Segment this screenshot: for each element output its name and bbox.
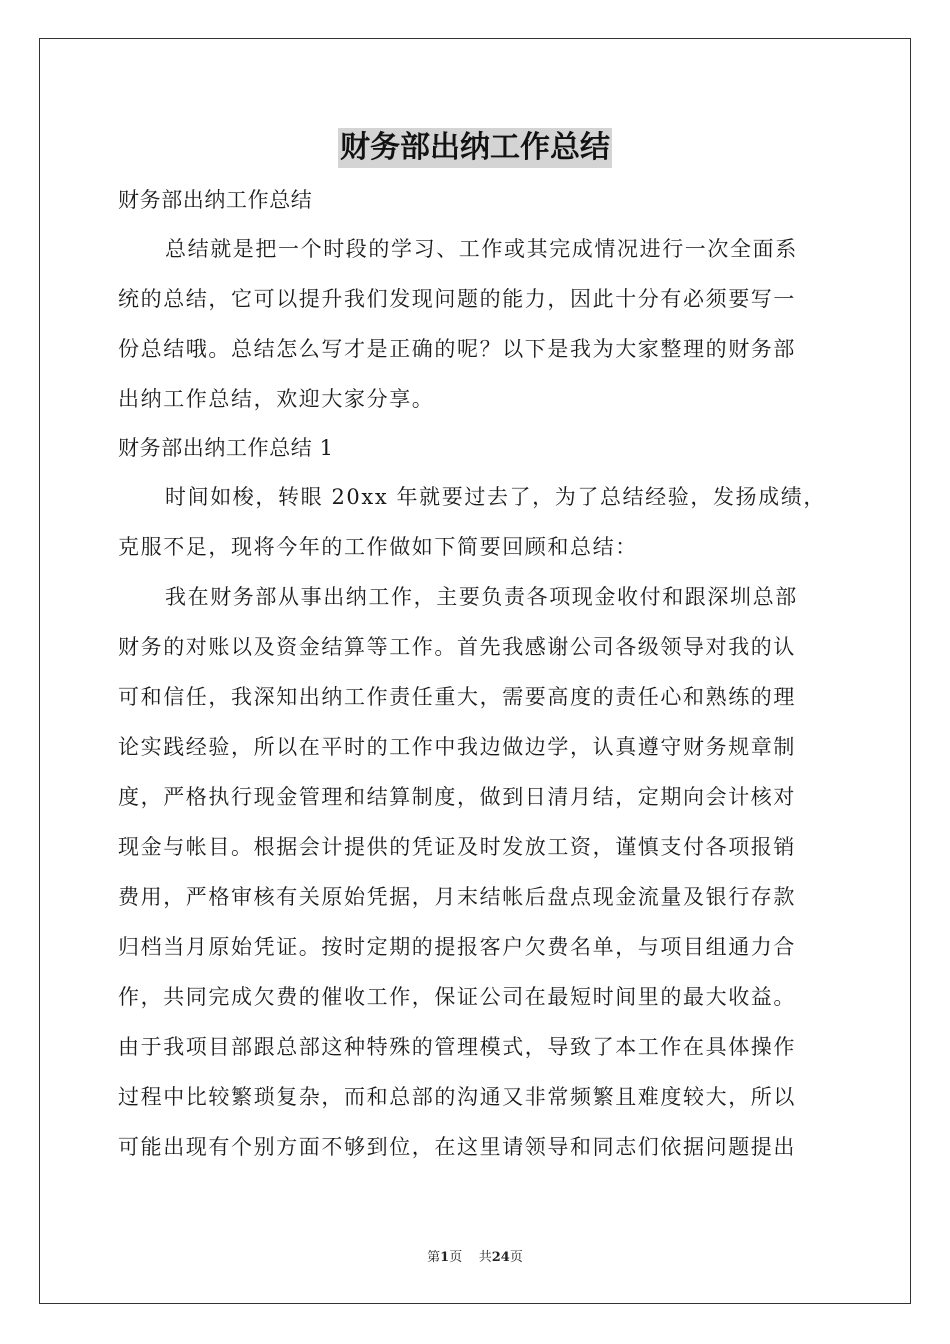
document-body xyxy=(118,176,834,1172)
paragraph-line: 过程中比较繁琐复杂，而和总部的沟通又非常频繁且难度较大，所以 xyxy=(118,1085,796,1109)
paragraph-line: 由于我项目部跟总部这种特殊的管理模式，导致了本工作在具体操作 xyxy=(118,1035,796,1059)
section-heading: 财务部出纳工作总结 1 xyxy=(118,436,334,460)
title-wrap xyxy=(0,128,950,168)
paragraph-line: 可和信任，我深知出纳工作责任重大，需要高度的责任心和熟练的理 xyxy=(118,685,796,709)
paragraph-line: 财务的对账以及资金结算等工作。首先我感谢公司各级领导对我的认 xyxy=(118,635,796,659)
document-subtitle: 财务部出纳工作总结 xyxy=(118,188,313,212)
page-number: 1 xyxy=(440,1250,450,1265)
intro-line: 总结就是把一个时段的学习、工作或其完成情况进行一次全面系 xyxy=(165,237,798,261)
page-footer xyxy=(0,1246,950,1265)
paragraph-line: 可能出现有个别方面不够到位，在这里请领导和同志们依据问题提出 xyxy=(118,1135,796,1159)
page-prefix: 第 xyxy=(427,1250,441,1265)
paragraph-line: 我在财务部从事出纳工作，主要负责各项现金收付和跟深圳总部 xyxy=(165,585,798,609)
paragraph-line: 时间如梭，转眼 20xx 年就要过去了，为了总结经验，发扬成绩， xyxy=(165,485,826,509)
total-suffix: 页 xyxy=(509,1250,523,1265)
paragraph-line: 费用，严格审核有关原始凭据，月末结帐后盘点现金流量及银行存款 xyxy=(118,885,796,909)
paragraph-line: 论实践经验，所以在平时的工作中我边做边学，认真遵守财务规章制 xyxy=(118,735,796,759)
page-suffix: 页 xyxy=(449,1250,463,1265)
paragraph-line: 作，共同完成欠费的催收工作，保证公司在最短时间里的最大收益。 xyxy=(118,985,796,1009)
paragraph-line: 克服不足，现将今年的工作做如下简要回顾和总结： xyxy=(118,535,638,559)
intro-line: 统的总结，它可以提升我们发现问题的能力，因此十分有必须要写一 xyxy=(118,287,796,311)
intro-line: 出纳工作总结，欢迎大家分享。 xyxy=(118,387,435,411)
document-title: 财务部出纳工作总结 xyxy=(338,128,612,168)
intro-line: 份总结哦。总结怎么写才是正确的呢？以下是我为大家整理的财务部 xyxy=(118,337,796,361)
total-pages: 24 xyxy=(491,1250,510,1265)
paragraph-line: 度，严格执行现金管理和结算制度，做到日清月结，定期向会计核对 xyxy=(118,785,796,809)
paragraph-line: 现金与帐目。根据会计提供的凭证及时发放工资，谨慎支付各项报销 xyxy=(118,835,796,859)
total-prefix: 共 xyxy=(478,1250,492,1265)
paragraph-line: 归档当月原始凭证。按时定期的提报客户欠费名单，与项目组通力合 xyxy=(118,935,796,959)
